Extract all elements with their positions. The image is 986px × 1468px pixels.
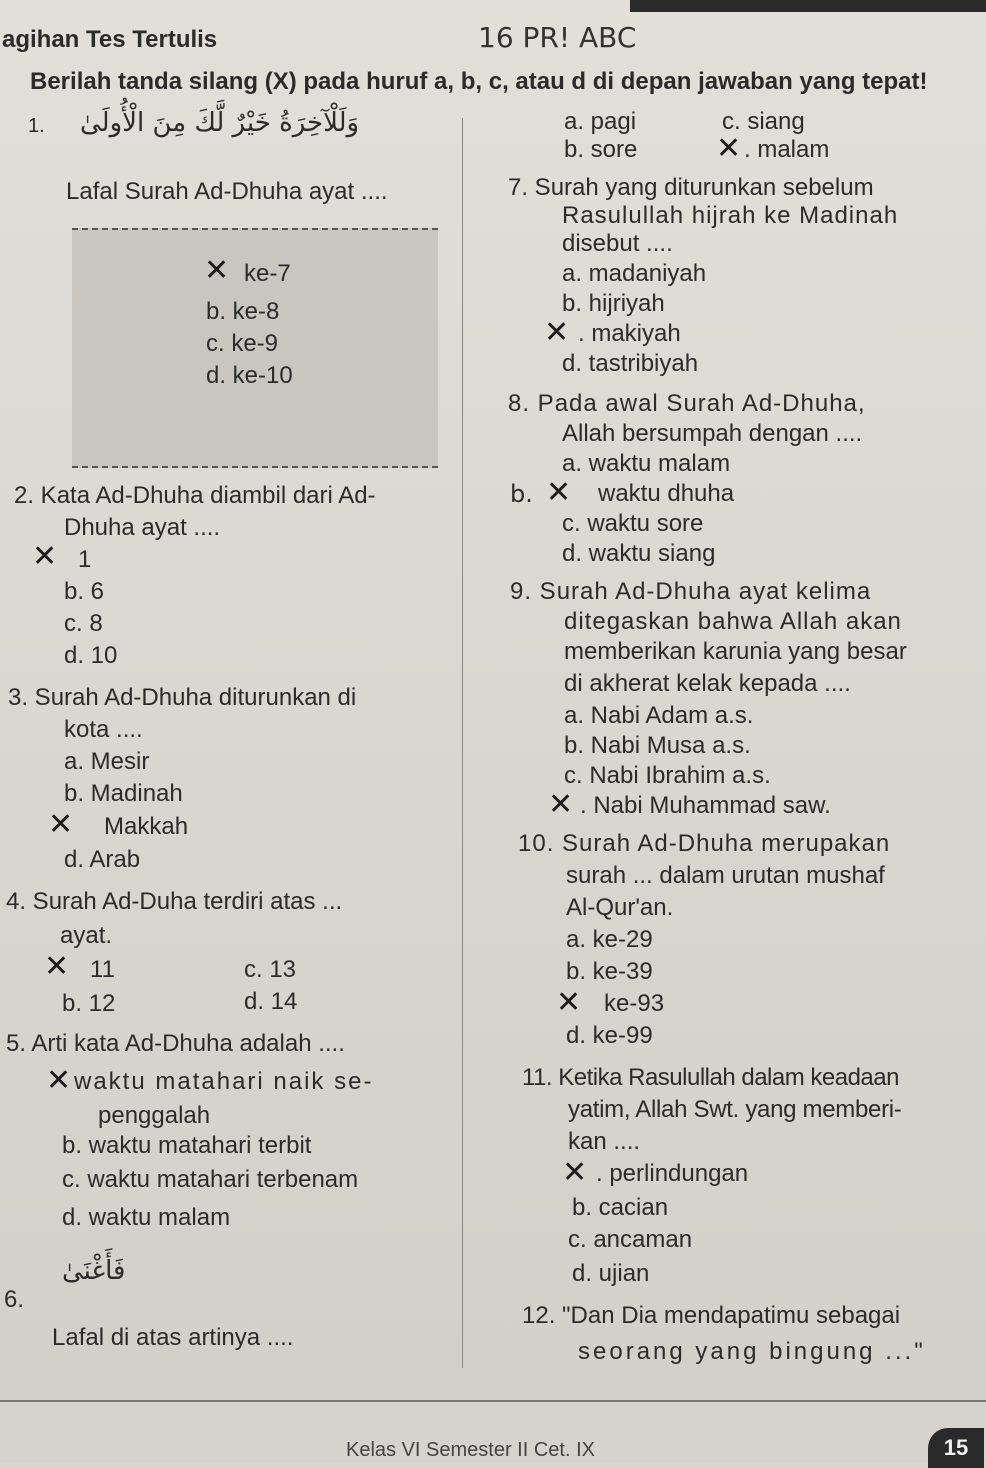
q2-option[interactable]: b. 6 (64, 578, 105, 605)
q1-option[interactable]: ke-7 (244, 260, 291, 287)
q1-arabic-text: وَلَلْآخِرَةُ خَيْرٌ لَّكَ مِنَ الْأُولَىٰ (80, 108, 360, 138)
top-dark-strip (630, 0, 986, 12)
cross-mark-icon: ✕ (44, 949, 70, 984)
q2-option[interactable]: 1 (78, 546, 92, 573)
q10-question: 10. Surah Ad-Dhuha merupakan (518, 830, 891, 857)
q1-question: Lafal Surah Ad-Dhuha ayat .... (66, 178, 388, 205)
column-divider (462, 118, 463, 1368)
q11-option[interactable]: b. cacian (572, 1194, 669, 1221)
q8-question: 8. Pada awal Surah Ad-Dhuha, (508, 390, 866, 417)
q5-option[interactable]: b. waktu matahari terbit (62, 1132, 312, 1159)
q7-question-cont: disebut .... (562, 230, 673, 257)
q9-question-cont: di akherat kelak kepada .... (564, 670, 851, 697)
q3-question: 3. Surah Ad-Dhuha diturunkan di (8, 684, 357, 711)
q7-option[interactable]: a. madaniyah (562, 260, 707, 287)
q9-option[interactable]: . Nabi Muhammad saw. (580, 792, 831, 819)
q2-option[interactable]: c. 8 (64, 610, 103, 637)
cross-mark-icon: ✕ (562, 1155, 588, 1190)
page-number: 15 (928, 1428, 984, 1468)
q6-option[interactable]: . malam (744, 136, 830, 163)
q6-option[interactable]: b. sore (564, 136, 638, 163)
q12-question: 12. "Dan Dia mendapatimu sebagai (522, 1302, 901, 1329)
q4-option[interactable]: c. 13 (244, 956, 297, 983)
cross-mark-icon: ✕ (548, 787, 574, 822)
q4-option[interactable]: b. 12 (62, 990, 116, 1017)
q1-option[interactable]: d. ke-10 (206, 362, 293, 389)
q1-option[interactable]: c. ke-9 (206, 330, 279, 357)
handwritten-b-mark: b. (510, 480, 533, 508)
cross-mark-icon: ✕ (556, 985, 582, 1020)
q5-option[interactable]: c. waktu matahari terbenam (62, 1166, 359, 1193)
q8-option[interactable]: c. waktu sore (562, 510, 704, 537)
q9-option[interactable]: a. Nabi Adam a.s. (564, 702, 754, 729)
cross-mark-icon: ✕ (32, 539, 58, 574)
q9-option[interactable]: b. Nabi Musa a.s. (564, 732, 751, 759)
q3-option[interactable]: Makkah (104, 813, 189, 840)
footer-text: Kelas VI Semester II Cet. IX (346, 1439, 595, 1461)
q11-question-cont: kan .... (568, 1128, 641, 1155)
q6-option[interactable]: a. pagi (564, 108, 637, 135)
q3-question-cont: kota .... (64, 716, 143, 743)
q2-question: 2. Kata Ad-Dhuha diambil dari Ad- (14, 482, 376, 509)
q5-option[interactable]: d. waktu malam (62, 1204, 231, 1231)
q3-option[interactable]: a. Mesir (64, 748, 150, 775)
section-title: agihan Tes Tertulis (2, 26, 218, 53)
q10-option[interactable]: a. ke-29 (566, 926, 653, 953)
q7-option[interactable]: . makiyah (578, 320, 681, 347)
q10-question-cont: surah ... dalam urutan mushaf (566, 862, 885, 889)
q6-number: 6. (4, 1286, 25, 1313)
q10-option[interactable]: ke-93 (604, 990, 665, 1017)
q11-option[interactable]: d. ujian (572, 1260, 650, 1287)
q11-question-cont: yatim, Allah Swt. yang memberi- (568, 1096, 902, 1123)
q9-question: 9. Surah Ad-Dhuha ayat kelima (510, 578, 872, 605)
q8-option[interactable]: waktu dhuha (598, 480, 735, 507)
q3-option[interactable]: d. Arab (64, 846, 141, 873)
q3-option[interactable]: b. Madinah (64, 780, 183, 807)
q10-option[interactable]: d. ke-99 (566, 1022, 653, 1049)
q11-question: 11. Ketika Rasulullah dalam keadaan (522, 1064, 899, 1091)
q4-question-cont: ayat. (60, 922, 113, 949)
q11-option[interactable]: . perlindungan (596, 1160, 749, 1187)
q6-question: Lafal di atas artinya .... (52, 1324, 294, 1351)
q5-question: 5. Arti kata Ad-Dhuha adalah .... (6, 1030, 345, 1057)
q4-option[interactable]: d. 14 (244, 988, 298, 1015)
q7-option[interactable]: d. tastribiyah (562, 350, 699, 377)
q7-question: 7. Surah yang diturunkan sebelum (508, 174, 874, 201)
q8-question-cont: Allah bersumpah dengan .... (562, 420, 863, 447)
q5-option-cont[interactable]: penggalah (98, 1102, 211, 1129)
cross-mark-icon: ✕ (204, 253, 230, 288)
q12-question-cont: seorang yang bingung ..." (578, 1338, 926, 1365)
q7-option[interactable]: b. hijriyah (562, 290, 665, 317)
q6-option[interactable]: c. siang (722, 108, 805, 135)
q2-question-cont: Dhuha ayat .... (64, 514, 221, 541)
handwritten-note: 16 PR! ABC (478, 21, 637, 54)
q7-question-cont: Rasulullah hijrah ke Madinah (562, 202, 899, 229)
cross-mark-icon: ✕ (716, 131, 742, 166)
cross-mark-icon: ✕ (544, 315, 570, 350)
q8-option[interactable]: a. waktu malam (562, 450, 731, 477)
q8-option[interactable]: d. waktu siang (562, 540, 716, 567)
q4-option[interactable]: 11 (90, 956, 115, 983)
cross-mark-icon: ✕ (46, 1063, 72, 1098)
q5-option[interactable]: waktu matahari naik se- (74, 1068, 374, 1095)
q6-arabic-text: فَأَغْنَىٰ (62, 1256, 126, 1286)
cross-mark-icon: ✕ (546, 475, 572, 510)
q9-option[interactable]: c. Nabi Ibrahim a.s. (564, 762, 771, 789)
q10-question-cont: Al-Qur'an. (566, 894, 674, 921)
q1-option[interactable]: b. ke-8 (206, 298, 280, 325)
q2-option[interactable]: d. 10 (64, 642, 118, 669)
q1-number: 1. (28, 115, 45, 137)
q9-question-cont: ditegaskan bahwa Allah akan (564, 608, 902, 635)
q11-option[interactable]: c. ancaman (568, 1226, 693, 1253)
instruction-text: Berilah tanda silang (X) pada huruf a, b, c, atau d di depan jawaban yang tepat! (30, 68, 928, 95)
q9-question-cont: memberikan karunia yang besar (564, 638, 907, 665)
q10-option[interactable]: b. ke-39 (566, 958, 653, 985)
q4-question: 4. Surah Ad-Duha terdiri atas ... (6, 888, 343, 915)
cross-mark-icon: ✕ (48, 807, 74, 842)
